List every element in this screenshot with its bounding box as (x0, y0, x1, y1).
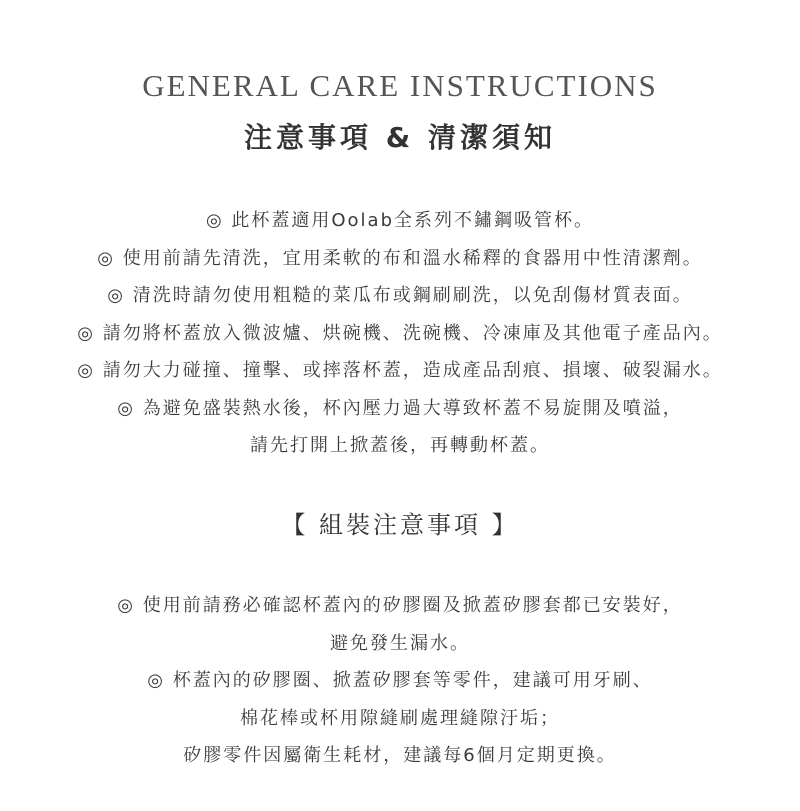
english-title: GENERAL CARE INSTRUCTIONS (142, 68, 658, 103)
assembly-line: 棉花棒或杯用隙縫刷處理縫隙汙垢； (240, 707, 560, 729)
care-line: ◎ 清洗時請勿使用粗糙的菜瓜布或鋼刷刷洗，以免刮傷材質表面。 (107, 285, 693, 306)
chinese-title: 注意事項 & 清潔須知 (244, 121, 556, 154)
care-line: ◎ 此杯蓋適用Oolab全系列不鏽鋼吸管杯。 (205, 210, 595, 231)
care-instructions-list (0, 202, 800, 465)
care-line: 請先打開上掀蓋後，再轉動杯蓋。 (250, 435, 550, 456)
assembly-section-title: 【 組裝注意事項 】 (281, 511, 519, 539)
assembly-line: ◎ 杯蓋內的矽膠圈、掀蓋矽膠套等零件，建議可用牙刷、 (147, 670, 653, 691)
care-line: ◎ 為避免盛裝熱水後，杯內壓力過大導致杯蓋不易旋開及噴溢， (117, 397, 683, 419)
care-line: ◎ 請勿大力碰撞、撞擊、或摔落杯蓋，造成產品刮痕、損壞、破裂漏水。 (77, 360, 723, 381)
care-line: ◎ 使用前請先清洗，宜用柔軟的布和溫水稀釋的食器用中性清潔劑。 (97, 247, 703, 269)
assembly-line: ◎ 使用前請務必確認杯蓋內的矽膠圈及掀蓋矽膠套都已安裝好， (117, 595, 683, 616)
assembly-instructions-list (0, 587, 800, 775)
assembly-line: 避免發生漏水。 (330, 632, 470, 654)
care-line: ◎ 請勿將杯蓋放入微波爐、烘碗機、洗碗機、冷凍庫及其他電子產品內。 (77, 322, 723, 344)
assembly-line: 矽膠零件因屬衛生耗材，建議每6個月定期更換。 (183, 745, 617, 766)
